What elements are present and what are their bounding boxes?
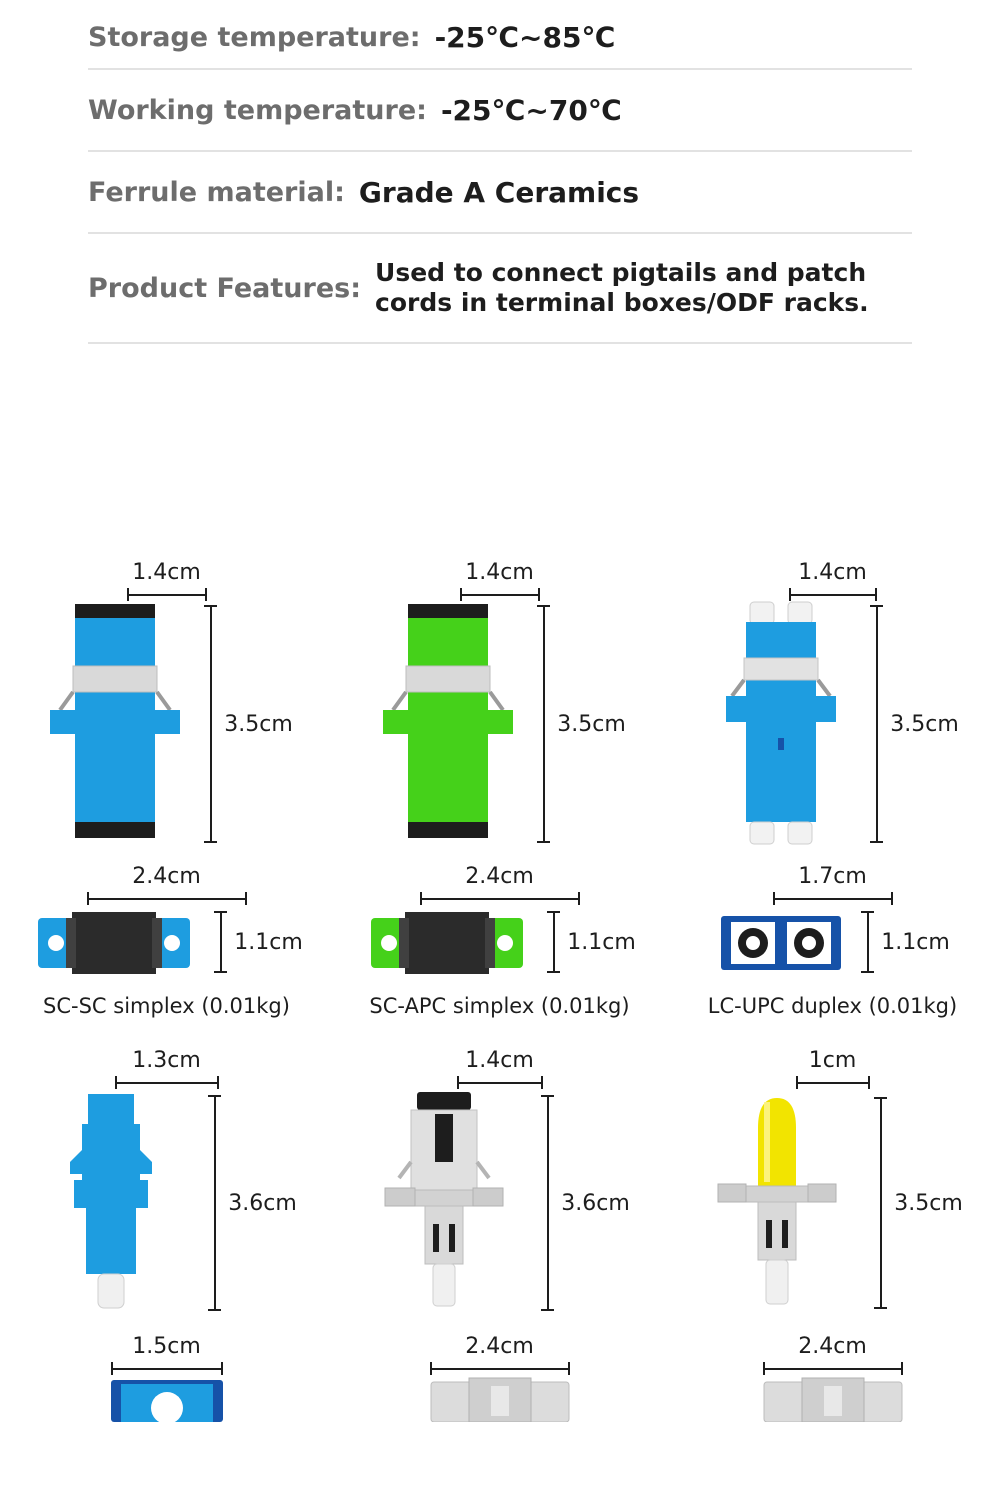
product-cell-5: [333, 1048, 666, 1422]
product-cell-sc-apc-simplex: [333, 560, 666, 1018]
side-view: [30, 904, 303, 980]
width-bar: [773, 892, 893, 904]
width-bar: [460, 588, 540, 600]
spec-row-product-features: [88, 234, 912, 344]
side-width-label: 2.4cm: [465, 1334, 534, 1359]
width-bar: [457, 1076, 543, 1088]
side-width-label: 1.7cm: [798, 864, 867, 889]
spec-value: -25℃~70℃: [440, 93, 622, 127]
side-width-dimension: [333, 1334, 666, 1374]
front-width-dimension: [333, 1048, 666, 1088]
front-view: [40, 600, 293, 848]
adapter-5-side-art: [425, 1374, 575, 1422]
front-width-dimension: [666, 1048, 999, 1088]
product-cell-4: [0, 1048, 333, 1422]
side-view: [758, 1374, 908, 1422]
sc-sc-adapter-side-art: [30, 904, 200, 980]
sc-apc-adapter-front-art: [373, 600, 523, 848]
adapter-6-front-art: [702, 1088, 852, 1318]
front-view: [373, 600, 626, 848]
front-height-bar: [537, 605, 549, 843]
adapter-4-side-art: [105, 1374, 229, 1422]
front-width-label: 1.4cm: [465, 560, 534, 585]
front-view: [36, 1088, 297, 1318]
front-height-bar: [874, 1097, 886, 1309]
side-height-label: 1.1cm: [234, 929, 303, 955]
side-height-bar: [214, 911, 226, 973]
front-width-label: 1.4cm: [132, 560, 201, 585]
product-dimension-grid: [0, 560, 1000, 1422]
width-bar: [420, 892, 580, 904]
product-row-1: [0, 560, 1000, 1018]
product-cell-6: [666, 1048, 999, 1422]
front-view: [706, 600, 959, 848]
front-width-label: 1.4cm: [465, 1048, 534, 1073]
width-bar: [111, 1362, 223, 1374]
width-bar: [430, 1362, 570, 1374]
side-width-label: 2.4cm: [798, 1334, 867, 1359]
width-bar: [87, 892, 247, 904]
front-height-label: 3.6cm: [228, 1190, 297, 1216]
side-view: [105, 1374, 229, 1422]
spec-label: Product Features:: [88, 272, 362, 304]
width-bar: [763, 1362, 903, 1374]
product-caption: SC-SC simplex (0.01kg): [43, 994, 290, 1018]
front-width-dimension: [0, 1048, 333, 1088]
width-bar: [789, 588, 877, 600]
product-row-2: [0, 1048, 1000, 1422]
product-caption: LC-UPC duplex (0.01kg): [707, 994, 958, 1018]
side-view: [363, 904, 636, 980]
front-width-dimension: [333, 560, 666, 600]
front-height-bar: [870, 605, 882, 843]
product-cell-sc-sc-simplex: [0, 560, 333, 1018]
side-width-dimension: [0, 1334, 333, 1374]
side-width-dimension: [0, 864, 333, 904]
side-height-bar: [547, 911, 559, 973]
side-width-label: 1.5cm: [132, 1334, 201, 1359]
spec-table: [0, 0, 1000, 344]
sc-sc-adapter-front-art: [40, 600, 190, 848]
side-width-label: 2.4cm: [132, 864, 201, 889]
lc-upc-duplex-side-art: [715, 904, 847, 980]
width-bar: [796, 1076, 870, 1088]
spec-label: Working temperature:: [88, 94, 427, 126]
front-height-label: 3.5cm: [557, 711, 626, 737]
adapter-6-side-art: [758, 1374, 908, 1422]
width-bar: [115, 1076, 219, 1088]
side-view: [425, 1374, 575, 1422]
front-height-label: 3.6cm: [561, 1190, 630, 1216]
side-width-label: 2.4cm: [465, 864, 534, 889]
front-width-label: 1cm: [808, 1048, 857, 1073]
front-height-label: 3.5cm: [894, 1190, 963, 1216]
spec-row-ferrule-material: [88, 152, 912, 234]
lc-upc-duplex-front-art: [706, 600, 856, 848]
front-height-bar: [541, 1095, 553, 1311]
spec-label: Storage temperature:: [88, 21, 421, 53]
front-height-bar: [204, 605, 216, 843]
front-view: [702, 1088, 963, 1318]
front-width-label: 1.4cm: [798, 560, 867, 585]
spec-value: -25℃~85℃: [434, 20, 616, 54]
spec-value: Used to connect pigtails and patch cords in terminal boxes/ODF racks.: [375, 257, 869, 317]
adapter-4-front-art: [36, 1088, 186, 1318]
side-height-label: 1.1cm: [567, 929, 636, 955]
side-height-bar: [861, 911, 873, 973]
spec-row-storage-temperature: [88, 0, 912, 70]
front-width-dimension: [666, 560, 999, 600]
spec-value: Grade A Ceramics: [358, 175, 640, 209]
sc-apc-adapter-side-art: [363, 904, 533, 980]
front-view: [369, 1088, 630, 1318]
spec-label: Ferrule material:: [88, 176, 345, 208]
adapter-5-front-art: [369, 1088, 519, 1318]
product-cell-lc-upc-duplex: [666, 560, 999, 1018]
front-height-label: 3.5cm: [224, 711, 293, 737]
front-height-bar: [208, 1095, 220, 1311]
side-width-dimension: [666, 1334, 999, 1374]
front-height-label: 3.5cm: [890, 711, 959, 737]
side-view: [715, 904, 950, 980]
width-bar: [127, 588, 207, 600]
product-caption: SC-APC simplex (0.01kg): [369, 994, 630, 1018]
side-height-label: 1.1cm: [881, 929, 950, 955]
side-width-dimension: [333, 864, 666, 904]
front-width-label: 1.3cm: [132, 1048, 201, 1073]
side-width-dimension: [666, 864, 999, 904]
front-width-dimension: [0, 560, 333, 600]
spec-row-working-temperature: [88, 70, 912, 152]
